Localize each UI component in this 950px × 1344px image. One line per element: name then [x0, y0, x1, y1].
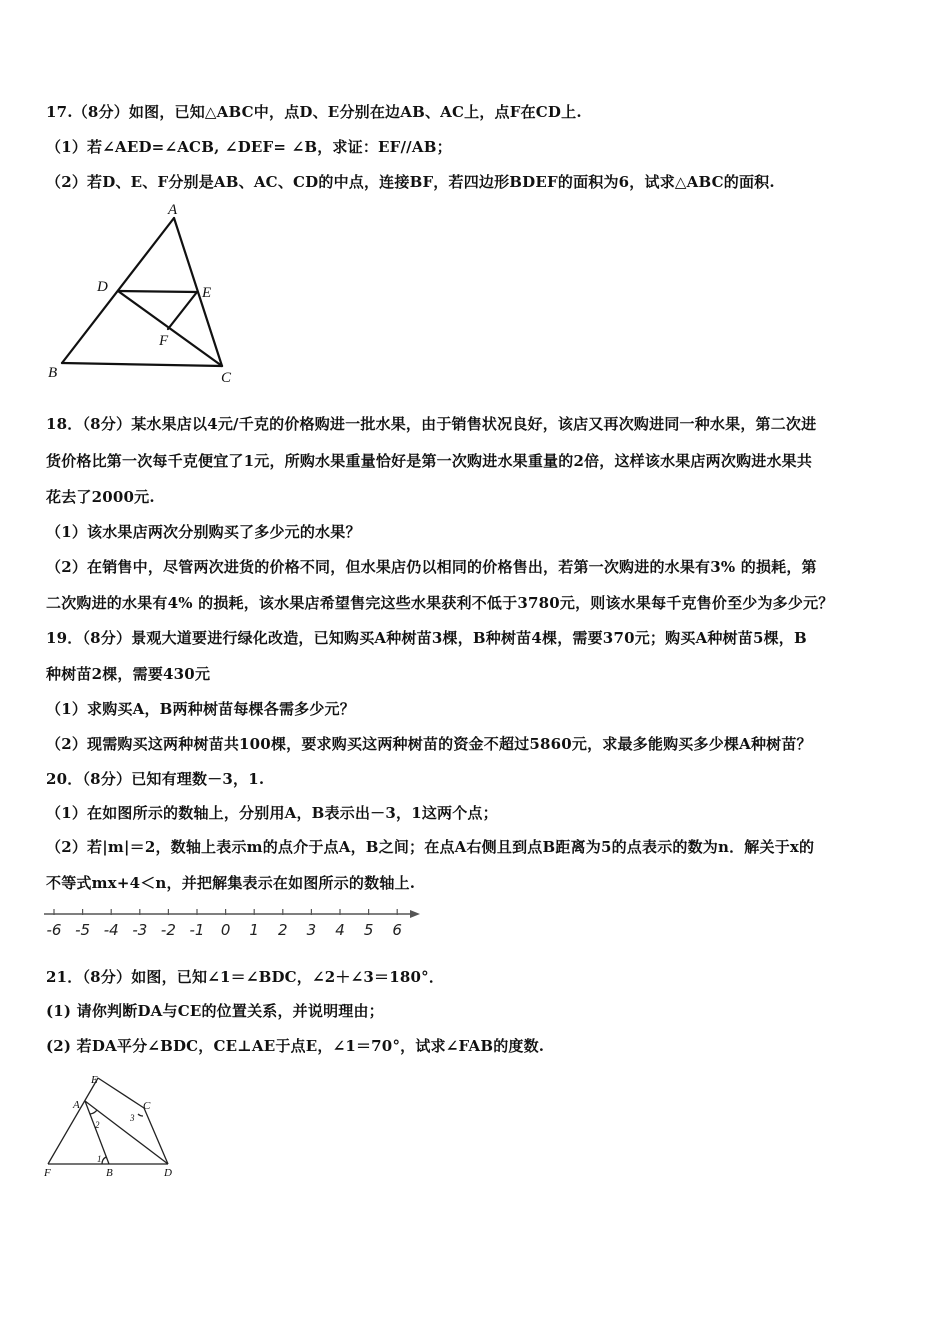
number-line-tick-label: -1	[189, 921, 205, 939]
number-line-tick-label: -4	[103, 921, 119, 939]
q17-label-b: B	[48, 365, 58, 381]
q21-label-1: 1	[97, 1154, 102, 1164]
number-line-tick-label: 2	[278, 921, 288, 939]
q21-label-b: B	[106, 1167, 113, 1179]
number-line-arrow-icon	[410, 910, 420, 918]
q17-triangle-figure	[40, 198, 250, 390]
q17-segment-ef	[168, 292, 197, 329]
q21-label-d: D	[164, 1167, 172, 1179]
q17-label-d: D	[97, 279, 108, 295]
number-line-tick-label: 4	[335, 921, 345, 939]
q21-parallel-figure	[40, 1068, 190, 1183]
q17-header: 17.（8分）如图，已知△ABC中，点D、E分别在边AB、AC上，点F在CD上.	[46, 103, 582, 121]
number-line-tick-label: 0	[220, 921, 231, 939]
q21-angle-2-arc	[90, 1110, 97, 1114]
q21-line-ec	[98, 1078, 144, 1108]
number-line-tick-label: 1	[249, 921, 259, 939]
q17-part1: （1）若∠AED=∠ACB, ∠DEF= ∠B，求证：EF//AB；	[46, 138, 452, 156]
q19-part1: （1）求购买A，B两种树苗每棵各需多少元？	[46, 700, 355, 718]
number-line-tick-label: -3	[132, 921, 148, 939]
q20-part2-line1: （2）若|m|＝2，数轴上表示m的点介于点A，B之间；在点A右侧且到点B距离为5的点表示的数为n．解关于x的	[46, 838, 815, 856]
q18-part2-line1: （2）在销售中，尽管两次进货的价格不同，但水果店仍以相同的价格售出，若第一次购进的水果有3% 的损耗，第	[46, 558, 817, 576]
q17-label-a: A	[168, 202, 178, 218]
q19-line1: 19．（8分）景观大道要进行绿化改造，已知购买A种树苗3棵，B种树苗4棵，需要370元；购买A种树苗5棵，B	[46, 629, 807, 647]
q21-line-fe	[48, 1078, 98, 1164]
q21-part1: (1) 请你判断DA与CE的位置关系，并说明理由；	[46, 1002, 384, 1020]
q17-label-f: F	[159, 333, 169, 349]
q21-angle-1-arc	[102, 1157, 106, 1164]
q17-label-e: E	[202, 285, 212, 301]
q21-part2: (2) 若DA平分∠BDC，CE⊥AE于点E，∠1＝70°，试求∠FAB的度数.	[46, 1037, 545, 1055]
q20-part1: （1）在如图所示的数轴上，分别用A，B表示出－3，1这两个点；	[46, 804, 498, 822]
q19-part2: （2）现需购买这两种树苗共100棵，要求购买这两种树苗的资金不超过5860元，求最多能购买多少棵A种树苗？	[46, 735, 812, 753]
number-line-tick-label: -5	[75, 921, 91, 939]
q21-label-2: 2	[95, 1120, 100, 1130]
q21-label-a: A	[73, 1099, 80, 1111]
q18-part1: （1）该水果店两次分别购买了多少元的水果？	[46, 523, 361, 541]
q21-label-c: C	[143, 1100, 151, 1112]
q17-side-bc	[62, 363, 222, 366]
number-line-tick-label: -2	[160, 921, 176, 939]
number-line-tick-label: 6	[392, 921, 402, 939]
q18-part2-line2: 二次购进的水果有4% 的损耗，该水果店希望售完这些水果获利不低于3780元，则该水果每千克售价至少为多少元？	[46, 594, 834, 612]
q18-line2: 货价格比第一次每千克便宜了1元，所购水果重量恰好是第一次购进水果重量的2倍，这样该水果店两次购进水果共	[46, 452, 813, 470]
q20-number-line	[40, 906, 430, 940]
q18-line3: 花去了2000元.	[46, 488, 155, 506]
number-line-tick-label: 3	[306, 921, 317, 939]
q21-angle-3-arc	[138, 1114, 143, 1116]
q21-label-f: F	[44, 1167, 51, 1179]
q17-part2: （2）若D、E、F分别是AB、AC、CD的中点，连接BF，若四边形BDEF的面积为6，试求△ABC的面积.	[46, 173, 775, 191]
q21-header: 21．（8分）如图，已知∠1＝∠BDC，∠2＋∠3＝180°．	[46, 968, 445, 986]
q18-line1: 18．（8分）某水果店以4元/千克的价格购进一批水果，由于销售状况良好，该店又再次购进同一种水果，第二次进	[46, 415, 817, 433]
q17-segment-dc	[118, 291, 222, 366]
q19-line2: 种树苗2棵，需要430元	[46, 665, 211, 683]
q17-segment-de	[118, 291, 197, 292]
q20-part2-line2: 不等式mx+4＜n，并把解集表示在如图所示的数轴上.	[46, 874, 416, 892]
number-line-tick-label: 5	[363, 921, 374, 939]
q21-label-3: 3	[130, 1113, 135, 1123]
q20-header: 20．（8分）已知有理数－3，1.	[46, 770, 265, 788]
q17-label-c: C	[221, 370, 232, 386]
q21-label-e: E	[91, 1074, 98, 1086]
number-line-tick-label: -6	[46, 921, 62, 939]
